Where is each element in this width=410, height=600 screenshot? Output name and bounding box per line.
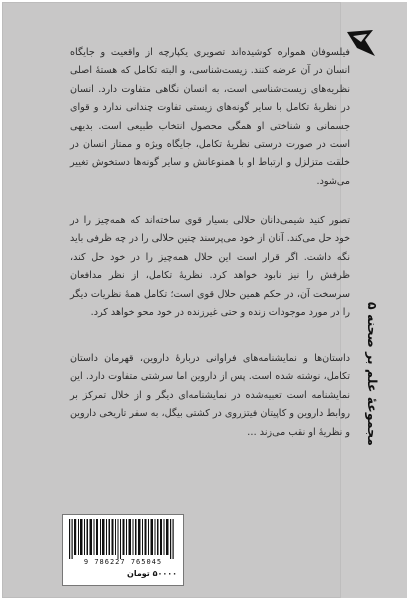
blurb-text-2: تصور کنید شیمی‌دانان حلالی بسیار قوی ساخته‌اند که همه‌چیز را در خود حل می‌کند. آنان از خود می‌پرسند چنین حلالی را در چه ظرفی باید نگه داشت. اگر قرار است این حلال همه‌چیز را در خود حل کند، ظرفش را نیز نابود خواهد کرد. نظریهٔ تکامل، از نظر مدافعان سرسخت آن، در حکم همین حلال قوی است؛ تکامل همهٔ نظریات دیگر را در مورد موجودات زنده و حتی غیرزنده در خود محو خواهد کرد. (70, 215, 350, 319)
blurb-text-1: فیلسوفان همواره کوشیده‌اند تصویری یکپارچه از واقعیت و جایگاه انسان در آن عرضه کنند. زیست‌شناسی، و البته تکامل که هستهٔ اصلی نظریه‌های زیست‌شناسی است، به انسان نگاهی متفاوت دارد. انسان در نظریهٔ تکامل با سایر گونه‌های زیستی تفاوت چندانی ندارد و قوای جسمانی و شناختی او همگی محصول انتخاب طبیعی است. بدیهی است در صورت درستی نظریهٔ تکامل، جایگاه ویژه و ممتاز انسان در خلقت متزلزل و ارتباط او با همنوعانش و سایر گونه‌ها دستخوش تغییر می‌شود. (70, 47, 350, 187)
series-title: مجموعهٔ علم بر صحنه ۵ (365, 302, 380, 446)
blurb-paragraph-1 (70, 44, 350, 191)
back-cover (2, 2, 407, 598)
price-label: ۵۰۰۰۰ تومان (126, 569, 177, 578)
blurb-paragraph-3 (70, 350, 350, 442)
blurb-text-3: داستان‌ها و نمایشنامه‌های فراوانی دربارهٔ داروین، قهرمان داستان تکامل، نوشته شده است. پس از داروین اما سرشتی متفاوت دارد. این نمایشنامه است تعبیه‌شده در نمایشنامه‌ای دیگر و از خلال تمرکز بر روابط داروین و کاپیتان فیتزروی در کشتی بیگل، به سفر تاریخی داروین و نظریهٔ او نقب می‌زند … (70, 353, 350, 438)
barcode-icon (67, 519, 179, 559)
isbn-number: 9 786227 765045 (83, 558, 163, 566)
barcode-label (62, 514, 184, 586)
cover-side-strip (340, 2, 407, 598)
blurb-paragraph-2 (70, 212, 350, 322)
